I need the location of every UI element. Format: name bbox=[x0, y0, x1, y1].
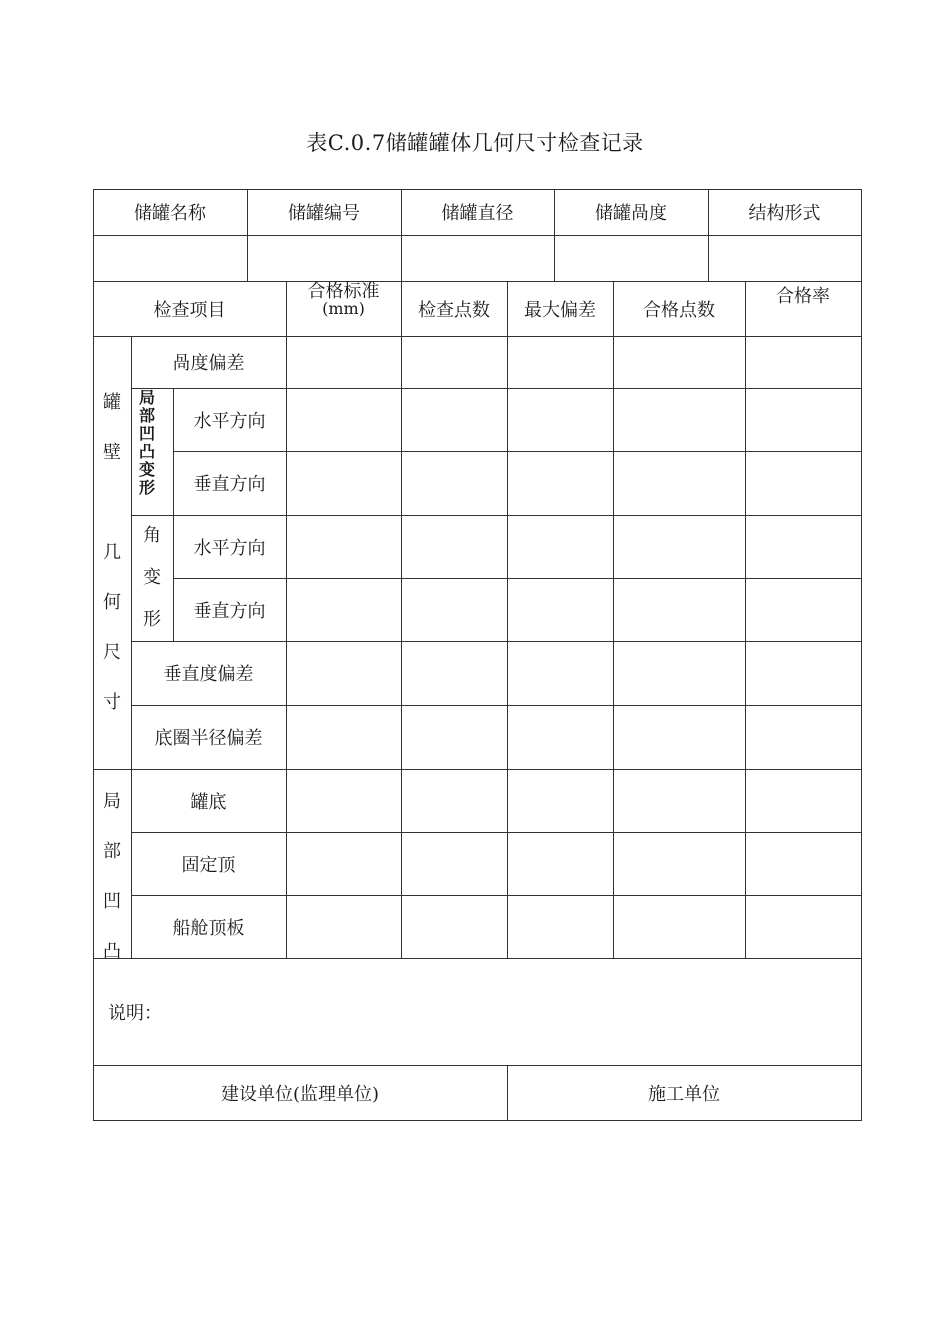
row-bottom-radius-deviation: 底圈半径偏差 bbox=[154, 728, 263, 749]
header-pass-rate: 合格率 bbox=[776, 286, 830, 307]
row-pontoon-roof: 船舱顶板 bbox=[172, 917, 245, 939]
group-angle-deformation: 角 变 形 bbox=[143, 525, 161, 630]
group-wall-geometry: 罐 壁 几 何 尺 寸 bbox=[103, 392, 121, 713]
row-angle-horizontal: 水平方向 bbox=[193, 537, 266, 559]
header-tank-name: 储罐名称 bbox=[134, 203, 206, 224]
header-standard-unit: (mm) bbox=[322, 299, 365, 318]
header-tank-height: 储罐咼度 bbox=[595, 203, 667, 224]
header-standard bbox=[286, 281, 401, 319]
row-angle-vertical: 垂直方向 bbox=[193, 600, 266, 622]
footer-construction-unit: 建设单位(监理单位) bbox=[220, 1083, 380, 1105]
row-height-deviation: 咼度偏差 bbox=[172, 353, 245, 374]
note-label: 说明： bbox=[108, 1002, 162, 1024]
header-tank-diameter: 储罐直径 bbox=[441, 203, 514, 224]
group-local-deformation: 局 部 凹 凸 变 形 bbox=[138, 388, 155, 497]
group-local-bump: 局 部 凹 凸 bbox=[103, 791, 121, 958]
header-check-points: 检查点数 bbox=[418, 299, 490, 321]
row-local-vertical: 垂直方向 bbox=[193, 474, 266, 495]
page-title: 表C.0.7储罐罐体几何尺寸检查记录 bbox=[306, 131, 644, 155]
row-verticality-deviation: 垂直度偏差 bbox=[163, 664, 254, 685]
header-pass-points: 合格点数 bbox=[643, 299, 715, 321]
header-tank-number: 储罐编号 bbox=[288, 203, 360, 224]
header-check-item: 检查项目 bbox=[153, 299, 226, 321]
row-local-horizontal: 水平方向 bbox=[193, 410, 266, 432]
header-structure-type: 结构形式 bbox=[748, 203, 821, 224]
header-standard-line1: 合格标准 bbox=[307, 281, 380, 302]
row-fixed-roof: 固定顶 bbox=[181, 854, 236, 876]
footer-builder-unit: 施工单位 bbox=[648, 1083, 720, 1105]
header-max-deviation: 最大偏差 bbox=[524, 299, 596, 321]
row-tank-bottom: 罐底 bbox=[190, 791, 227, 813]
